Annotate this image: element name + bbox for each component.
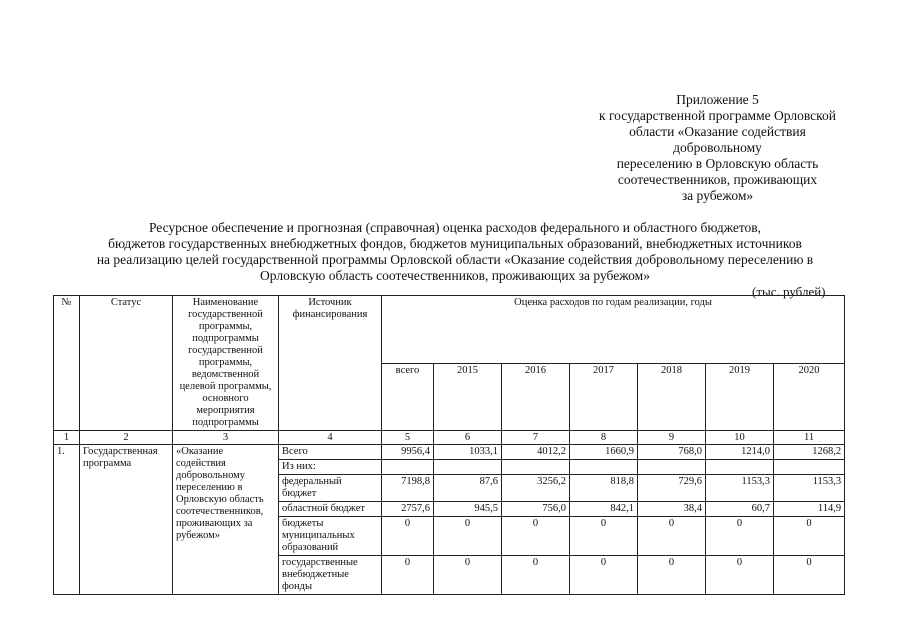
title-line: на реализацию целей государственной программы Орловской области «Оказание содействия добровольному переселению в (96, 252, 814, 267)
value-cell: 842,1 (570, 502, 638, 517)
header-estimate: Оценка расходов по годам реализации, годы (382, 296, 845, 364)
header-year: 2016 (502, 363, 570, 431)
value-cell: 0 (570, 556, 638, 595)
column-number: 2 (80, 431, 173, 445)
value-cell: 0 (434, 556, 502, 595)
program-status: Государственная программа (80, 445, 173, 595)
value-cell: 0 (706, 517, 774, 556)
header-year: 2017 (570, 363, 638, 431)
value-cell: 7198,8 (382, 475, 434, 502)
value-cell: 0 (638, 556, 706, 595)
value-cell: 0 (774, 517, 845, 556)
appendix-line: переселению в Орловскую область (616, 156, 819, 171)
appendix-line: соотечественников, проживающих (617, 172, 818, 187)
column-number: 6 (434, 431, 502, 445)
header-status: Статус (80, 296, 173, 431)
value-cell: 87,6 (434, 475, 502, 502)
value-cell (382, 460, 434, 475)
header-year: 2018 (638, 363, 706, 431)
title-line: Орловскую область соотечественников, проживающих за рубежом» (260, 268, 650, 283)
column-number: 5 (382, 431, 434, 445)
header-no: № (54, 296, 80, 431)
value-cell: 38,4 (638, 502, 706, 517)
column-number: 10 (706, 431, 774, 445)
value-cell: 818,8 (570, 475, 638, 502)
value-cell: 0 (706, 556, 774, 595)
value-cell (570, 460, 638, 475)
value-cell (638, 460, 706, 475)
program-name: «Оказание содействия добровольному переселению в Орловскую область соотечественников, проживающих за рубежом» (173, 445, 279, 595)
value-cell: 9956,4 (382, 445, 434, 460)
value-cell (774, 460, 845, 475)
source-cell: государственные внебюджетные фонды (279, 556, 382, 595)
value-cell (502, 460, 570, 475)
budget-table (53, 295, 845, 595)
value-cell: 768,0 (638, 445, 706, 460)
value-cell: 756,0 (502, 502, 570, 517)
table-row (54, 445, 845, 460)
column-number-row (54, 431, 845, 445)
value-cell: 3256,2 (502, 475, 570, 502)
value-cell: 0 (382, 517, 434, 556)
value-cell: 60,7 (706, 502, 774, 517)
appendix-line: добровольному (673, 140, 762, 155)
source-cell: бюджеты муниципальных образований (279, 517, 382, 556)
program-number: 1. (54, 445, 80, 595)
value-cell: 1153,3 (774, 475, 845, 502)
title-line: Ресурсное обеспечение и прогнозная (справочная) оценка расходов федерального и областного бюджетов, (148, 220, 762, 235)
units-label: (тыс. рублей) (752, 284, 826, 299)
column-number: 1 (54, 431, 80, 445)
value-cell: 0 (502, 517, 570, 556)
value-cell: 0 (774, 556, 845, 595)
appendix-line: за рубежом» (681, 188, 754, 203)
header-row (54, 296, 845, 364)
value-cell (706, 460, 774, 475)
header-year: 2019 (706, 363, 774, 431)
appendix-line: области «Оказание содействия (629, 124, 806, 139)
appendix-line: к государственной программе Орловской (599, 108, 836, 123)
value-cell: 114,9 (774, 502, 845, 517)
value-cell: 729,6 (638, 475, 706, 502)
column-number: 3 (173, 431, 279, 445)
title-line: бюджетов государственных внебюджетных фондов, бюджетов муниципальных образований, внебюджетных источников (108, 236, 802, 251)
column-number: 9 (638, 431, 706, 445)
header-year: 2015 (434, 363, 502, 431)
header-year: 2020 (774, 363, 845, 431)
source-cell: Из них: (279, 460, 382, 475)
source-cell: областной бюджет (279, 502, 382, 517)
value-cell: 0 (502, 556, 570, 595)
source-cell: федеральный бюджет (279, 475, 382, 502)
value-cell: 0 (434, 517, 502, 556)
value-cell: 945,5 (434, 502, 502, 517)
value-cell: 1033,1 (434, 445, 502, 460)
header-total: всего (382, 363, 434, 431)
value-cell: 4012,2 (502, 445, 570, 460)
column-number: 8 (570, 431, 638, 445)
appendix-line: Приложение 5 (676, 92, 759, 107)
value-cell: 0 (382, 556, 434, 595)
value-cell (434, 460, 502, 475)
value-cell: 1153,3 (706, 475, 774, 502)
value-cell: 0 (570, 517, 638, 556)
source-cell: Всего (279, 445, 382, 460)
column-number: 11 (774, 431, 845, 445)
appendix-header (585, 92, 850, 204)
value-cell: 1660,9 (570, 445, 638, 460)
value-cell: 2757,6 (382, 502, 434, 517)
document-title (60, 220, 850, 284)
value-cell: 1214,0 (706, 445, 774, 460)
column-number: 4 (279, 431, 382, 445)
column-number: 7 (502, 431, 570, 445)
value-cell: 1268,2 (774, 445, 845, 460)
header-name: Наименование государственной программы, подпрограммы государственной программы, ведомственной целевой программы, основного мероприятия подпрограммы (173, 296, 279, 431)
header-source: Источник финансирования (279, 296, 382, 431)
value-cell: 0 (638, 517, 706, 556)
